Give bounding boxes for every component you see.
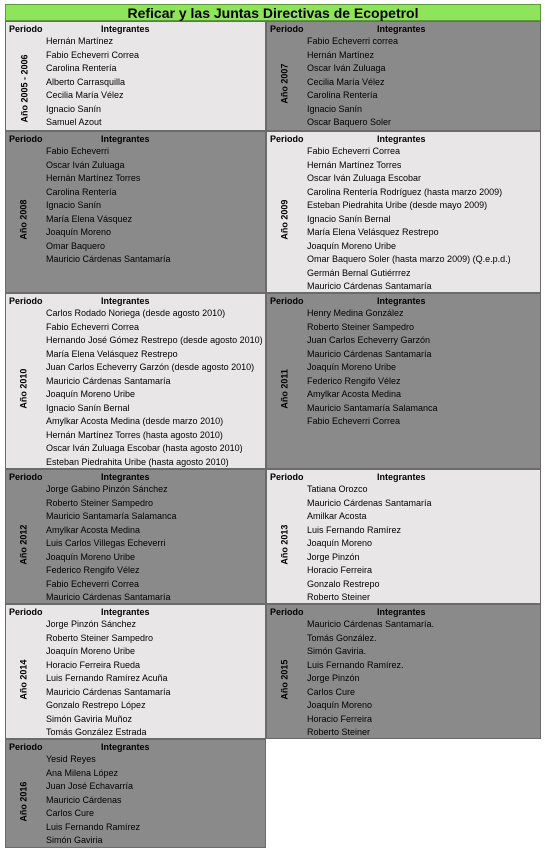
period-year: Año 2009 bbox=[280, 199, 290, 240]
member-name: Juan José Echavarría bbox=[46, 781, 134, 791]
periodo-header: Periodo bbox=[9, 472, 43, 482]
period-year: Año 2012 bbox=[19, 524, 29, 565]
integrantes-header: Integrantes bbox=[377, 24, 426, 34]
members-list bbox=[46, 35, 139, 130]
integrantes-header: Integrantes bbox=[101, 296, 150, 306]
member-name: Horacio Ferreira bbox=[307, 565, 373, 575]
period-year: Año 2013 bbox=[280, 524, 290, 565]
member-name: Carlos Cure bbox=[46, 808, 95, 818]
member-name: Hernán Martínez bbox=[307, 49, 375, 60]
periodo-header: Periodo bbox=[270, 296, 304, 306]
member-name: Amylkar Acosta Medina bbox=[46, 524, 141, 535]
member-name: Federico Rengifo Vélez bbox=[46, 565, 140, 575]
period-year: Año 2008 bbox=[19, 199, 29, 240]
periodo-header: Periodo bbox=[9, 24, 43, 34]
member-name: María Elena Velásquez Restrepo bbox=[46, 348, 178, 359]
member-name: Fabio Echeverri bbox=[46, 146, 110, 156]
member-name: Mauricio Santamaría Salamanca bbox=[46, 511, 177, 521]
members-list bbox=[46, 618, 171, 739]
member-name: Germán Bernal Gutiérrrez bbox=[307, 267, 411, 278]
member-name: Mauricio Cárdenas Santamaría bbox=[46, 592, 171, 602]
member-name: Simón Gaviria. bbox=[307, 646, 367, 656]
member-name: Mauricio Cárdenas Santamaría bbox=[46, 686, 171, 697]
members-list bbox=[46, 753, 140, 848]
member-name: Joaquín Moreno Uribe bbox=[307, 362, 397, 372]
member-name: Omar Baquero Soler (hasta marzo 2009) (Q.e.p.d.) bbox=[307, 254, 511, 264]
member-name: Hernán Martínez Torres bbox=[307, 159, 402, 170]
member-name: Carolina Rentería bbox=[46, 186, 117, 197]
member-name: Juan Carlos Echeverry Garzón (desde agosto 2010) bbox=[46, 362, 255, 372]
table-title: Reficar y las Juntas Directivas de Ecopetrol bbox=[5, 4, 541, 21]
members-list bbox=[46, 483, 177, 604]
member-name: Ana Milena López bbox=[46, 767, 119, 778]
member-name: María Elena Velásquez Restrepo bbox=[307, 227, 439, 237]
member-name: Roberto Steiner Sampedro bbox=[307, 321, 415, 332]
period-block bbox=[266, 293, 541, 469]
member-name: Luis Fernando Ramírez Acuña bbox=[46, 673, 168, 683]
period-year: Año 2005 - 2006 bbox=[19, 54, 29, 123]
member-name: Fabio Echeverri correa bbox=[307, 36, 399, 46]
member-name: Jorge Pinzón bbox=[307, 673, 360, 683]
member-name: Fabio Echeverri Correa bbox=[307, 416, 401, 426]
member-name: Ignacio Sanín Bernal bbox=[307, 213, 391, 224]
periodo-header: Periodo bbox=[270, 24, 304, 34]
member-name: Carolina Rentería Rodríguez (hasta marzo 2009) bbox=[307, 186, 503, 197]
period-year: Año 2007 bbox=[280, 63, 290, 104]
member-name: Carolina Rentería bbox=[307, 90, 378, 100]
member-name: Alberto Carrasquilla bbox=[46, 76, 126, 87]
member-name: Fabio Echeverri Correa bbox=[46, 321, 140, 332]
period-year: Año 2015 bbox=[280, 659, 290, 700]
member-name: Carolina Rentería bbox=[46, 63, 117, 73]
period-block bbox=[266, 469, 541, 604]
members-list bbox=[307, 35, 398, 130]
members-list bbox=[46, 145, 171, 267]
member-name: Jorge Gabino Pinzón Sánchez bbox=[46, 484, 168, 494]
member-name: Horacio Ferreira Rueda bbox=[46, 659, 141, 670]
member-name: Tomás González Estrada bbox=[46, 727, 147, 737]
member-name: Mauricio Cárdenas Santamaría bbox=[46, 254, 171, 264]
member-name: Joaquín Moreno Uribe bbox=[46, 646, 136, 656]
member-name: Simón Gaviria Muñoz bbox=[46, 713, 133, 724]
member-name: Cecilia María Vélez bbox=[46, 90, 124, 100]
integrantes-header: Integrantes bbox=[101, 472, 150, 482]
periodo-header: Periodo bbox=[9, 607, 43, 617]
periodo-header: Periodo bbox=[9, 134, 43, 144]
member-name: Mauricio Cárdenas Santamaría bbox=[46, 375, 171, 386]
periodo-header: Periodo bbox=[270, 472, 304, 482]
member-name: Oscar Iván Zuluaga Escobar bbox=[307, 173, 422, 183]
member-name: Cecilia María Vélez bbox=[307, 76, 385, 87]
integrantes-header: Integrantes bbox=[101, 24, 150, 34]
member-name: Joaquín Moreno bbox=[307, 700, 373, 710]
member-name: Joaquín Moreno Uribe bbox=[46, 389, 136, 399]
member-name: Juan Carlos Echeverry Garzón bbox=[307, 335, 431, 345]
period-year: Año 2011 bbox=[280, 369, 290, 409]
member-name: Hernán Martínez Torres bbox=[46, 173, 141, 183]
period-year: Año 2016 bbox=[19, 781, 29, 822]
member-name: Hernán Martínez Torres (hasta agosto 2010) bbox=[46, 429, 223, 440]
member-name: Roberto Steiner bbox=[307, 727, 371, 737]
member-name: Samuel Azout bbox=[46, 117, 102, 127]
integrantes-header: Integrantes bbox=[101, 134, 150, 144]
members-list bbox=[46, 307, 263, 469]
period-block bbox=[266, 604, 541, 739]
member-name: Mauricio Cárdenas Santamaría bbox=[307, 497, 432, 508]
member-name: Amylkar Acosta Medina bbox=[307, 389, 402, 399]
member-name: Oscar Baquero Soler bbox=[307, 117, 392, 127]
periodo-header: Periodo bbox=[9, 296, 43, 306]
member-name: Mauricio Cárdenas bbox=[46, 794, 122, 805]
periodo-header: Periodo bbox=[9, 742, 43, 752]
member-name: Ignacio Sanín bbox=[46, 200, 102, 210]
member-name: Ignacio Sanín bbox=[307, 103, 363, 114]
member-name: Yesid Reyes bbox=[46, 754, 96, 764]
period-year: Año 2014 bbox=[19, 659, 29, 700]
member-name: Luis Carlos Villegas Echeverri bbox=[46, 538, 166, 548]
member-name: Horacio Ferreira bbox=[307, 713, 373, 724]
period-block bbox=[266, 21, 541, 131]
members-list bbox=[307, 483, 432, 604]
member-name: Tatiana Orozco bbox=[307, 484, 368, 494]
member-name: Luis Fernando Ramírez bbox=[46, 821, 141, 832]
member-name: Mauricio Cárdenas Santamaría bbox=[307, 348, 432, 359]
member-name: Omar Baquero bbox=[46, 240, 106, 251]
member-name: Fabio Echeverri Correa bbox=[46, 578, 140, 589]
member-name: Oscar Iván Zuluaga bbox=[46, 159, 125, 170]
member-name: Joaquín Moreno bbox=[307, 538, 373, 548]
member-name: Tomás González. bbox=[307, 632, 377, 643]
periodo-header: Periodo bbox=[270, 607, 304, 617]
member-name: Ignacio Sanín bbox=[46, 103, 102, 114]
member-name: Mauricio Santamaría Salamanca bbox=[307, 402, 438, 413]
member-name: Carlos Cure bbox=[307, 686, 356, 697]
integrantes-header: Integrantes bbox=[101, 742, 150, 752]
member-name: Jorge Pinzón Sánchez bbox=[46, 619, 137, 629]
integrantes-header: Integrantes bbox=[377, 296, 426, 306]
members-list bbox=[307, 307, 438, 429]
member-name: Amylkar Acosta Medina (desde marzo 2010) bbox=[46, 416, 224, 426]
member-name: Joaquín Moreno bbox=[46, 227, 112, 237]
member-name: Jorge Pinzón bbox=[307, 551, 360, 562]
member-name: Henry Medina González bbox=[307, 308, 404, 318]
member-name: Joaquín Moreno Uribe bbox=[46, 551, 136, 562]
member-name: Esteban Piedrahita Uribe (hasta agosto 2010) bbox=[46, 456, 229, 467]
member-name: Simón Gaviria bbox=[46, 835, 103, 845]
member-name: Oscar Iván Zuluaga bbox=[307, 63, 386, 73]
member-name: Hernán Martínez bbox=[46, 36, 114, 46]
member-name: Joaquín Moreno Uribe bbox=[307, 240, 397, 251]
period-block bbox=[5, 21, 266, 131]
integrantes-header: Integrantes bbox=[101, 607, 150, 617]
member-name: Carlos Rodado Noriega (desde agosto 2010) bbox=[46, 308, 226, 318]
members-list bbox=[307, 618, 434, 739]
periodo-header: Periodo bbox=[270, 134, 304, 144]
integrantes-header: Integrantes bbox=[377, 134, 426, 144]
member-name: Roberto Steiner Sampedro bbox=[46, 632, 154, 643]
period-block bbox=[5, 469, 266, 604]
period-block bbox=[5, 604, 266, 739]
period-block bbox=[5, 131, 266, 293]
member-name: Mauricio Cárdenas Santamaría. bbox=[307, 619, 435, 629]
member-name: Ignacio Sanín Bernal bbox=[46, 402, 130, 413]
member-name: Gonzalo Restrepo López bbox=[46, 700, 146, 710]
period-block bbox=[5, 739, 266, 848]
member-name: Luis Fernando Ramírez. bbox=[307, 659, 404, 670]
members-list bbox=[307, 145, 511, 293]
member-name: Roberto Steiner Sampedro bbox=[46, 497, 154, 508]
member-name: Hernando José Gómez Restrepo (desde agosto 2010) bbox=[46, 335, 263, 345]
member-name: Roberto Steiner bbox=[307, 592, 371, 602]
period-block bbox=[266, 131, 541, 293]
member-name: Luis Fernando Ramírez bbox=[307, 524, 402, 535]
integrantes-header: Integrantes bbox=[377, 472, 426, 482]
member-name: Amilkar Acosta bbox=[307, 511, 367, 521]
member-name: María Elena Vásquez bbox=[46, 213, 133, 224]
member-name: Mauricio Cárdenas Santamaría bbox=[307, 281, 432, 291]
member-name: Fabio Echeverri Correa bbox=[46, 49, 140, 60]
member-name: Esteban Piedrahita Uribe (desde mayo 2009) bbox=[307, 200, 488, 210]
period-block bbox=[5, 293, 266, 469]
member-name: Fabio Echeverri Correa bbox=[307, 146, 401, 156]
member-name: Oscar Iván Zuluaga Escobar (hasta agosto 2010) bbox=[46, 443, 243, 453]
member-name: Gonzalo Restrepo bbox=[307, 578, 380, 589]
integrantes-header: Integrantes bbox=[377, 607, 426, 617]
member-name: Federico Rengifo Vélez bbox=[307, 375, 401, 386]
period-year: Año 2010 bbox=[19, 368, 29, 409]
